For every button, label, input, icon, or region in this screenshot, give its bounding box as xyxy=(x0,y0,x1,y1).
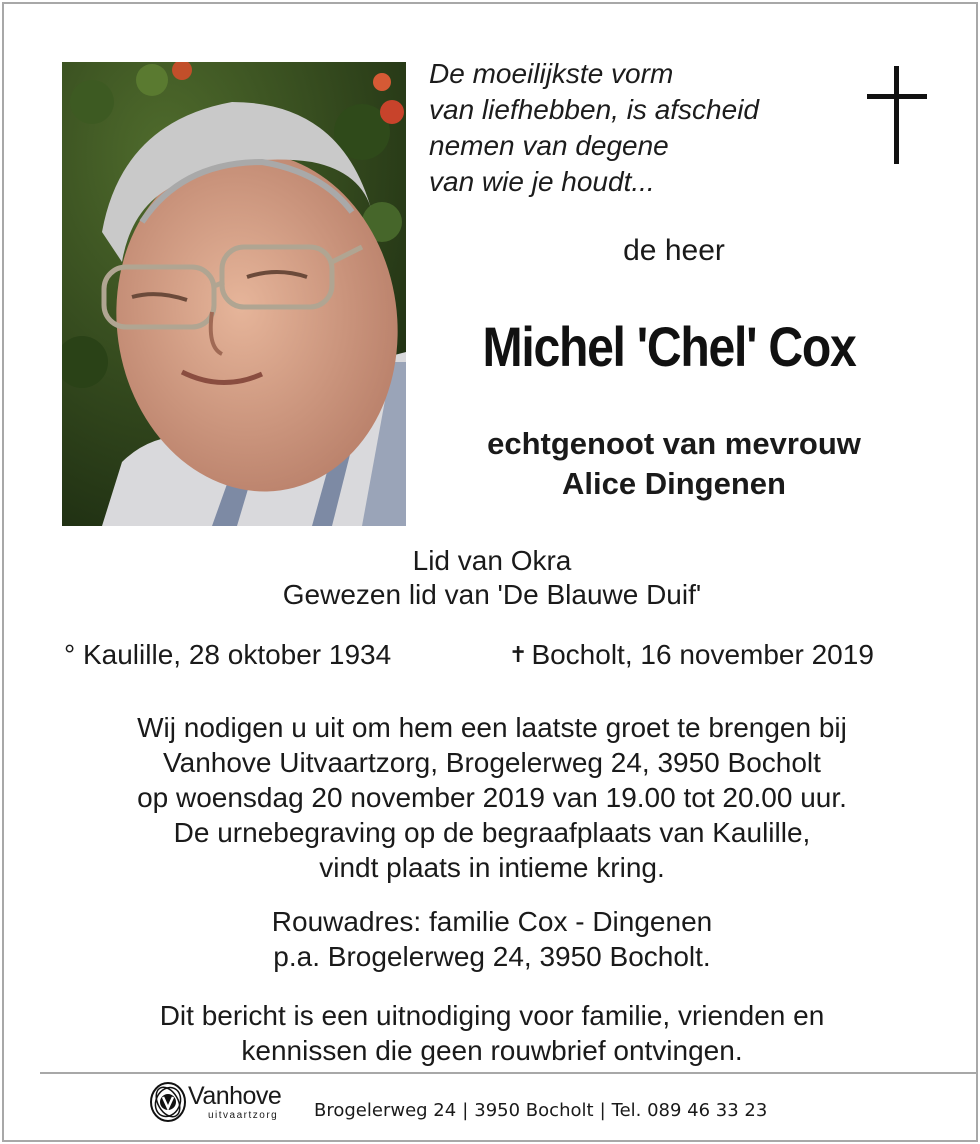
invitation-line: De urnebegraving op de begraafplaats van Kaulille, xyxy=(173,817,811,848)
quote xyxy=(429,56,759,200)
footer-phone: Tel. 089 46 33 23 xyxy=(611,1100,768,1121)
death-notice-card xyxy=(2,2,978,1142)
birth-date xyxy=(64,638,391,672)
spouse-info xyxy=(424,424,924,504)
address-line: Rouwadres: familie Cox - Dingenen xyxy=(271,906,713,937)
invitation-line: Vanhove Uitvaartzorg, Brogelerweg 24, 3950 Bocholt xyxy=(163,747,821,778)
notice-text xyxy=(4,998,980,1068)
death-place-date: Bocholt, 16 november 2019 xyxy=(531,639,874,670)
birth-place-date: Kaulille, 28 oktober 1934 xyxy=(82,639,392,670)
death-date xyxy=(509,638,874,672)
logo-subtitle: uitvaartzorg xyxy=(208,1110,279,1121)
spouse-name: Alice Dingenen xyxy=(562,466,786,501)
invitation-line: Wij nodigen u uit om hem een laatste groet te brengen bij xyxy=(137,712,847,743)
footer-address: Brogelerweg 24 xyxy=(314,1100,457,1121)
membership-line: Lid van Okra xyxy=(412,545,572,576)
footer-divider xyxy=(40,1072,976,1074)
portrait-illustration xyxy=(62,62,406,526)
portrait-photo xyxy=(62,62,406,526)
cross-icon xyxy=(867,66,927,164)
notice-line: Dit bericht is een uitnodiging voor familie, vrienden en xyxy=(159,1000,825,1031)
notice-line: kennissen die geen rouwbrief ontvingen. xyxy=(241,1035,743,1066)
deceased-name: Michel 'Chel' Cox xyxy=(482,315,856,378)
footer-city: 3950 Bocholt xyxy=(474,1100,594,1121)
footer-contact xyxy=(314,1100,767,1121)
footer-separator: | xyxy=(462,1100,469,1121)
invitation-line: vindt plaats in intieme kring. xyxy=(319,852,665,883)
spouse-line: echtgenoot van mevrouw xyxy=(487,426,861,461)
invitation-text xyxy=(4,710,980,885)
footer-separator: | xyxy=(599,1100,606,1121)
quote-line: nemen van degene xyxy=(429,130,669,161)
vanhove-logo-icon xyxy=(148,1080,188,1124)
invitation-line: op woensdag 20 november 2019 van 19.00 tot 20.00 uur. xyxy=(137,782,847,813)
logo-name: Vanhove xyxy=(188,1082,282,1110)
title-prefix: de heer xyxy=(623,234,725,267)
mourning-address xyxy=(4,904,980,974)
birth-symbol: ° xyxy=(64,639,76,670)
address-line: p.a. Brogelerweg 24, 3950 Bocholt. xyxy=(273,941,711,972)
small-cross-icon: ✝ xyxy=(509,642,528,667)
quote-line: van wie je houdt... xyxy=(429,166,655,197)
quote-line: De moeilijkste vorm xyxy=(429,58,674,89)
memberships xyxy=(4,544,980,612)
membership-line: Gewezen lid van 'De Blauwe Duif' xyxy=(282,579,702,610)
vanhove-logo xyxy=(148,1080,308,1128)
quote-line: van liefhebben, is afscheid xyxy=(429,94,759,125)
